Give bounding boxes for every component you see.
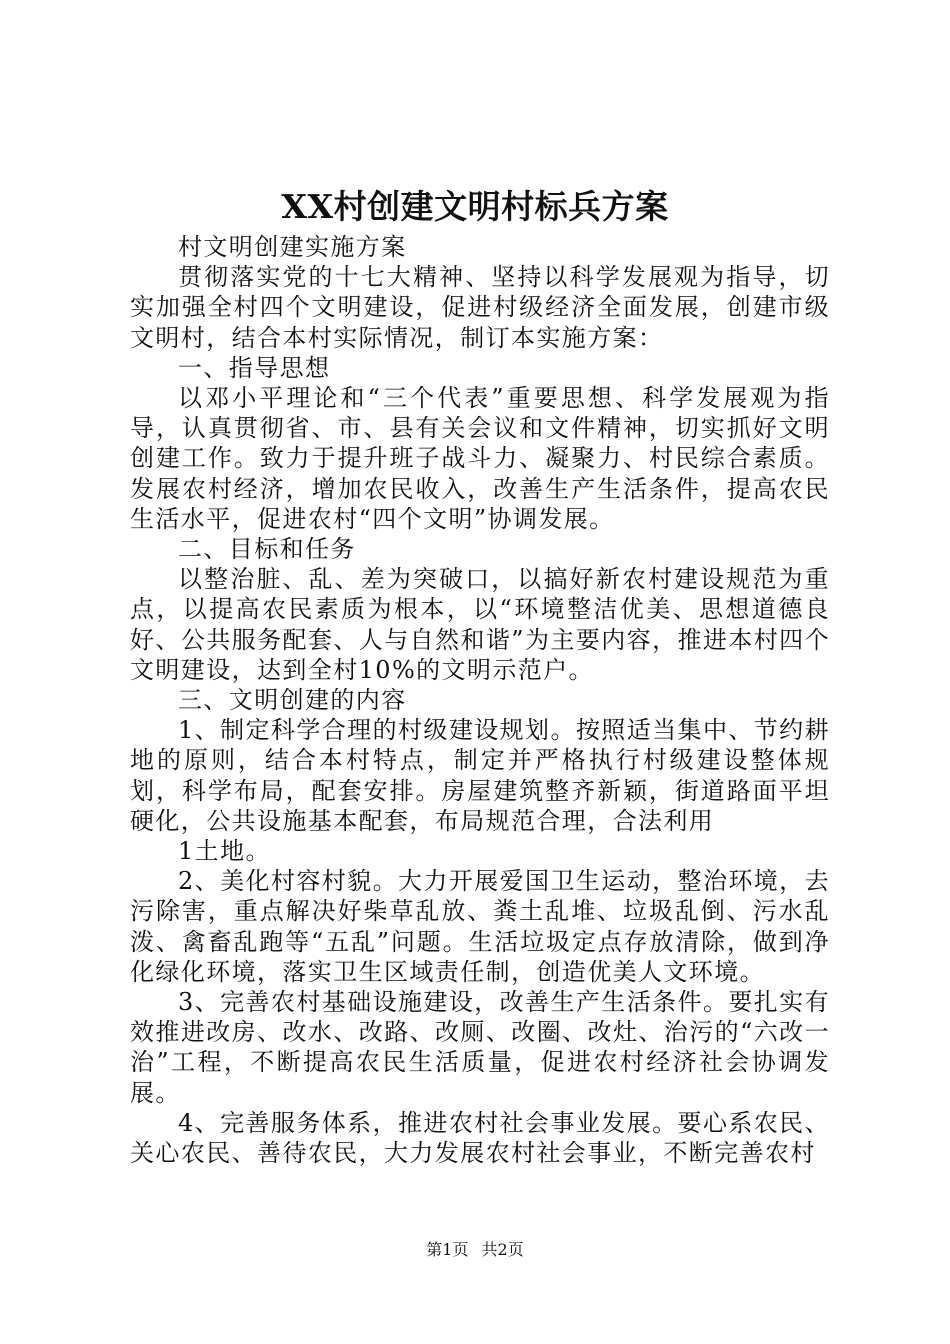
paragraph-guiding-thought: 以邓小平理论和“三个代表”重要思想、科学发展观为指导，认真贯彻省、市、县有关会议和文件精神，切实抓好文明创建工作。致力于提升班子战斗力、凝聚力、村民综合素质。发展农村经济，增加农民收入，改善生产生活条件，提高农民生活水平，促进农村“四个文明”协调发展。: [130, 384, 830, 533]
paragraph-intro: 贯彻落实党的十七大精神、坚持以科学发展观为指导，切实加强全村四个文明建设，促进村级经济全面发展，创建市级文明村，结合本村实际情况，制订本实施方案：: [130, 263, 830, 352]
document-title: XX村创建文明村标兵方案: [281, 187, 669, 226]
paragraph-subtitle: 村文明创建实施方案: [178, 233, 407, 261]
page-number: 第1页: [426, 1240, 469, 1259]
paragraph-goals: 以整治脏、乱、差为突破口，以搞好新农村建设规范为重点，以提高农民素质为根本，以“环境整洁优美、思想道德良好、公共服务配套、人与自然和谐”为主要内容，推进本村四个文明建设，达到全村10%的文明示范户。: [130, 565, 830, 684]
page-footer: [0, 1240, 950, 1260]
section-heading-2: 二、目标和任务: [178, 535, 356, 564]
document-body: [130, 232, 830, 1168]
section-heading-3: 三、文明创建的内容: [178, 686, 407, 715]
paragraph-item-2: 2、美化村容村貌。大力开展爱国卫生运动，整治环境，去污除害，重点解决好柴草乱放、粪土乱堆、垃圾乱倒、污水乱泼、禽畜乱跑等“五乱”问题。生活垃圾定点存放清除，做到净化绿化环境，落实卫生区域责任制，创造优美人文环境。: [130, 867, 830, 986]
paragraph-item-1: 1、制定科学合理的村级建设规划。按照适当集中、节约耕地的原则，结合本村特点，制定并严格执行村级建设整体规划，科学布局，配套安排。房屋建筑整齐新颖，街道路面平坦硬化，公共设施基本配套，布局规范合理，合法利用: [130, 716, 830, 835]
section-heading-1: 一、指导思想: [178, 353, 331, 382]
paragraph-item-3: 3、完善农村基础设施建设，改善生产生活条件。要扎实有效推进改房、改水、改路、改厕、改圈、改灶、治污的“六改一治”工程，不断提高农民生活质量，促进农村经济社会协调发展。: [130, 988, 830, 1107]
page-total: 共2页: [481, 1240, 524, 1259]
paragraph-item-4: 4、完善服务体系，推进农村社会事业发展。要心系农民、关心农民、善待农民，大力发展农村社会事业，不断完善农村: [130, 1108, 830, 1168]
paragraph-item-1-cont: 1土地。: [178, 837, 271, 866]
